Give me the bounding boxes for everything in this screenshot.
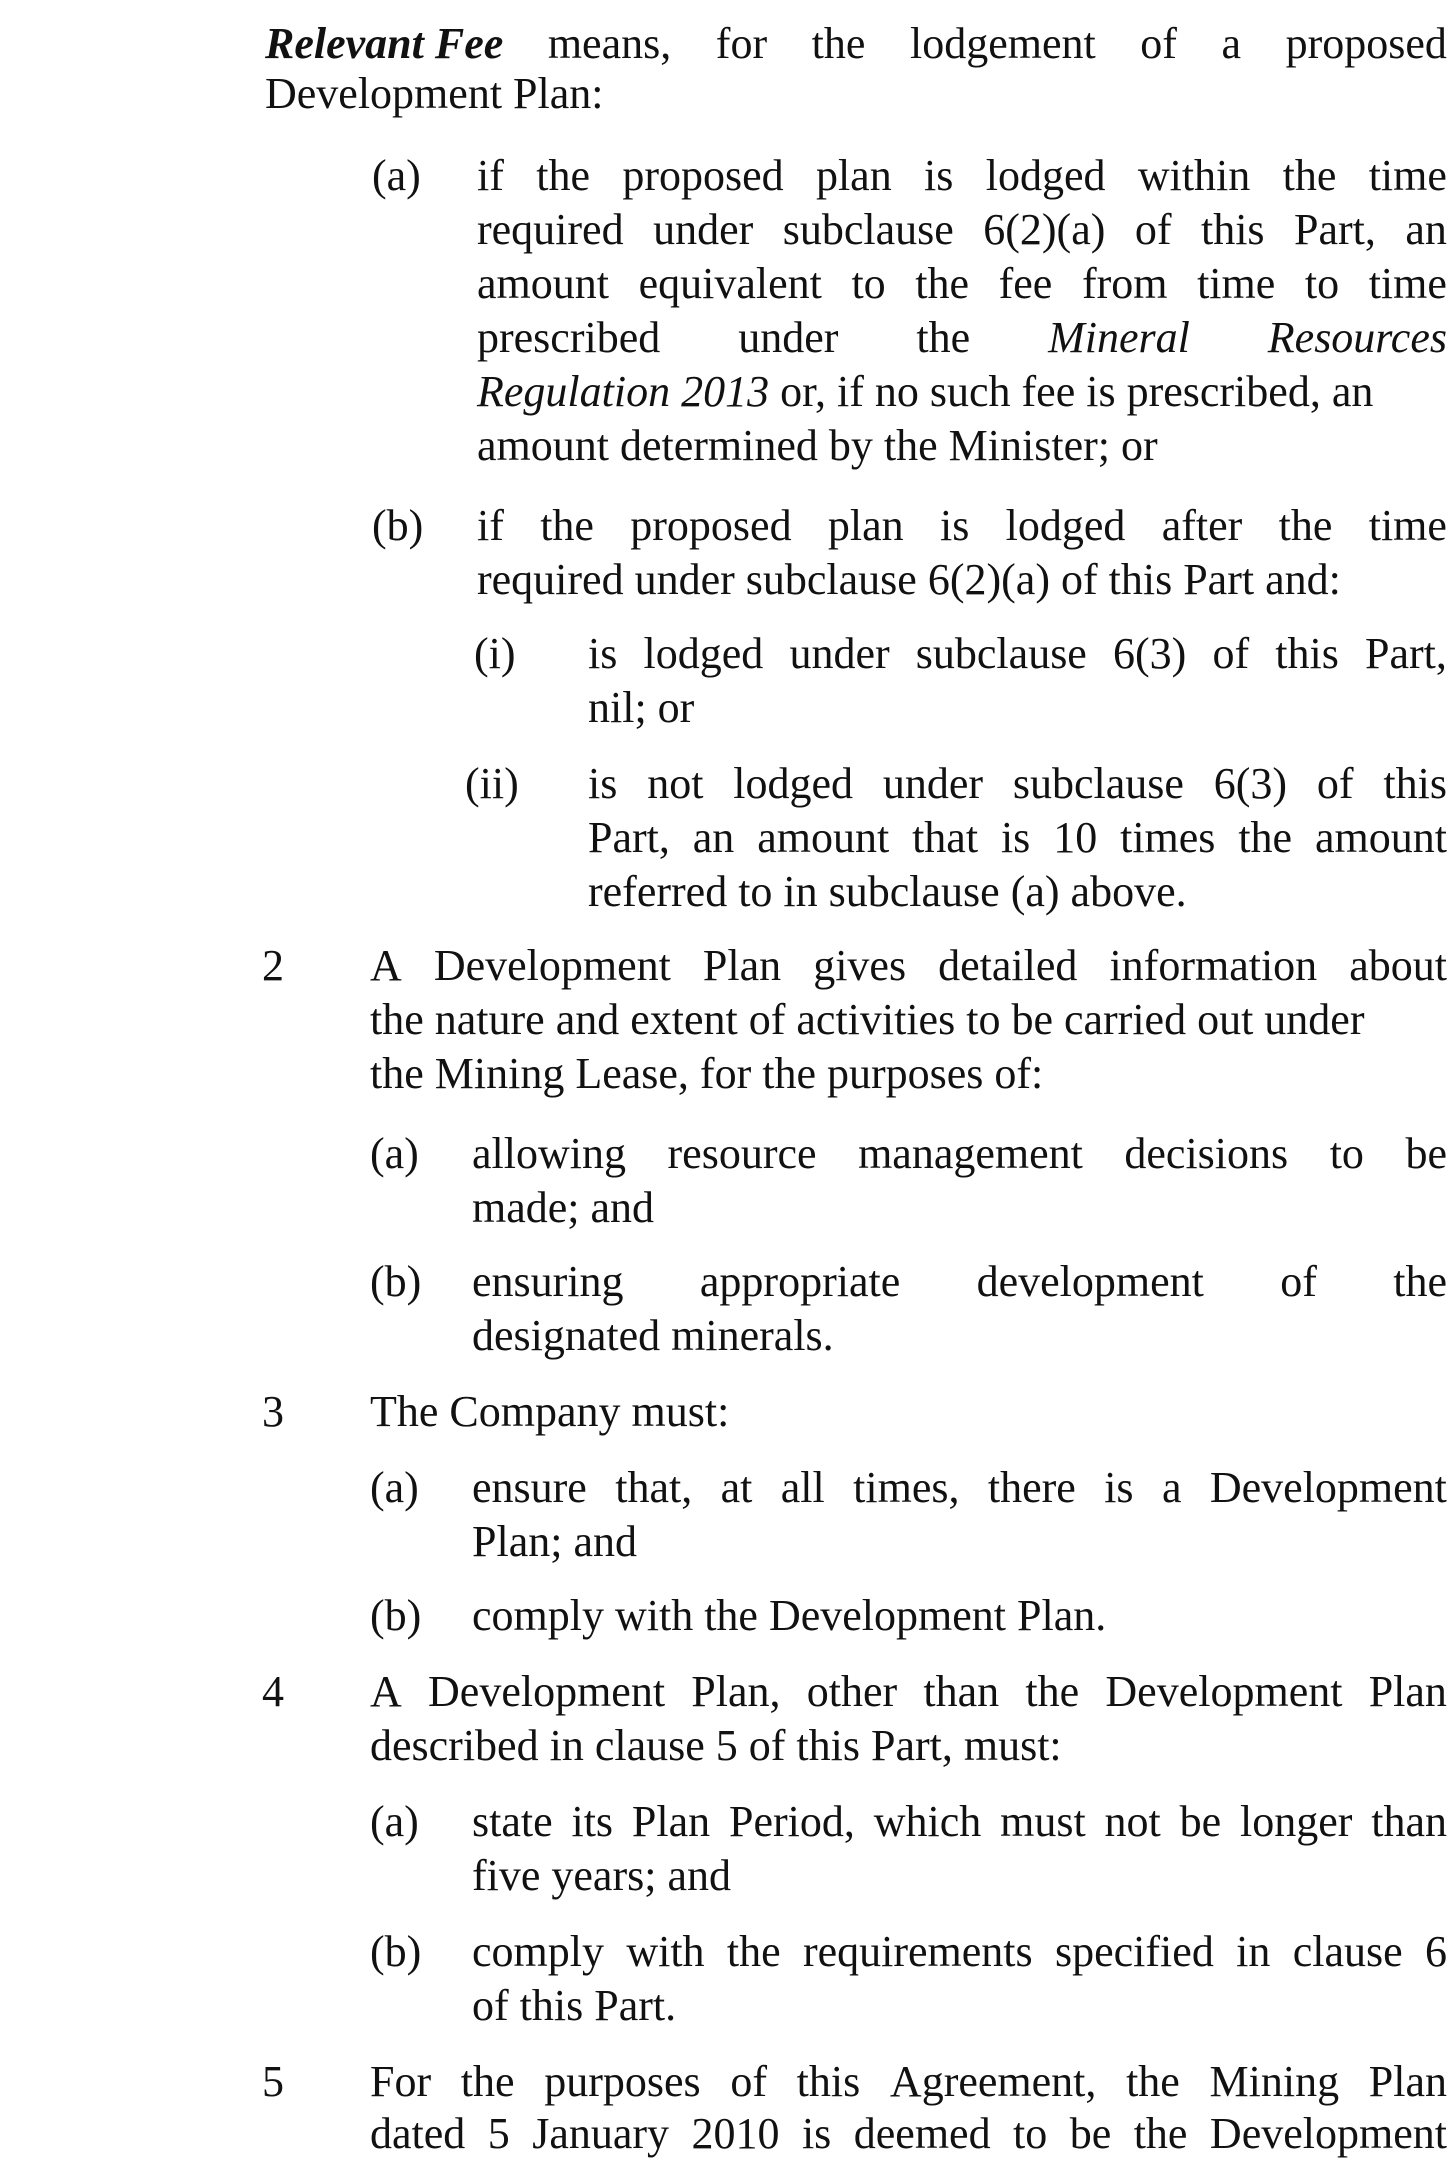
- word: A: [370, 1667, 402, 1716]
- word: means,: [547, 19, 672, 68]
- word: a: [1221, 19, 1242, 68]
- word: specified: [1055, 1927, 1214, 1976]
- word: resource: [667, 1129, 817, 1178]
- word: this: [1200, 205, 1265, 254]
- subitem-label-ii: (ii): [465, 759, 519, 808]
- definition-line-1: [265, 18, 1447, 70]
- word: be: [1069, 2109, 1112, 2158]
- word: a: [1161, 1463, 1182, 1512]
- subitem-ii-line-1: [588, 758, 1447, 810]
- word: For: [370, 2057, 432, 2106]
- word: of: [1280, 1257, 1317, 1306]
- word: Plan: [1368, 2057, 1447, 2106]
- word: information: [1109, 941, 1318, 990]
- word: to: [1013, 2109, 1048, 2158]
- word: time: [1368, 259, 1447, 308]
- word: lodged: [643, 629, 764, 678]
- word: decisions: [1124, 1129, 1289, 1178]
- clause-2-a-line-2: made; and: [472, 1183, 655, 1232]
- word: is: [1104, 1463, 1134, 1512]
- word: times,: [853, 1463, 960, 1512]
- clause-4-b-line-2: of this Part.: [472, 1981, 677, 2030]
- word: be: [1405, 1129, 1447, 1178]
- item-a-line-2: [477, 204, 1447, 256]
- word: that,: [615, 1463, 693, 1512]
- word: with: [626, 1927, 705, 1976]
- word: an: [692, 813, 735, 862]
- word: ensure: [472, 1463, 587, 1512]
- word: Plan: [1368, 1667, 1447, 1716]
- word: of: [1212, 629, 1250, 678]
- word: subclause: [782, 205, 954, 254]
- word: not: [647, 759, 704, 808]
- clause-4-line-1: [370, 1666, 1447, 1718]
- word: development: [976, 1257, 1204, 1306]
- clause-5-line-1: [370, 2056, 1447, 2108]
- word: of: [1134, 205, 1172, 254]
- item-a-line-6: amount determined by the Minister; or: [477, 421, 1158, 470]
- clause-4-a-line-2: five years; and: [472, 1851, 731, 1900]
- word: lodged: [1005, 501, 1126, 550]
- word: than: [923, 1667, 1000, 1716]
- word: to: [851, 259, 886, 308]
- word: its: [571, 1797, 614, 1846]
- word: the: [811, 19, 866, 68]
- word: management: [858, 1129, 1083, 1178]
- item-a-line-1: [477, 150, 1447, 202]
- clause-3-b-line-1: comply with the Development Plan.: [472, 1591, 1107, 1640]
- word: state: [472, 1797, 553, 1846]
- word: under: [882, 759, 984, 808]
- word: subclause: [915, 629, 1087, 678]
- word: Development: [433, 941, 671, 990]
- word: this: [796, 2057, 861, 2106]
- clause-4-line-2: described in clause 5 of this Part, must:: [370, 1721, 1062, 1770]
- word: under: [789, 629, 890, 678]
- word: Part,: [1365, 629, 1447, 678]
- word: is: [1000, 813, 1031, 862]
- clause-3-label-a: (a): [370, 1463, 419, 1512]
- clause-2-b-line-1: [472, 1256, 1447, 1308]
- word: Part,: [1294, 205, 1376, 254]
- word: to: [1304, 259, 1340, 308]
- word: times: [1120, 813, 1216, 862]
- word: plan: [827, 501, 904, 550]
- clause-4-a-line-1: [472, 1796, 1447, 1848]
- word: the: [915, 259, 970, 308]
- word: the: [540, 501, 594, 550]
- word: to: [1329, 1129, 1364, 1178]
- word: about: [1349, 941, 1447, 990]
- clause-2-number: 2: [262, 941, 284, 990]
- definition-line-2: Development Plan:: [265, 69, 604, 118]
- clause-2-line-3: the Mining Lease, for the purposes of:: [370, 1049, 1044, 1098]
- word: plan: [815, 151, 892, 200]
- word: lodged: [733, 759, 854, 808]
- word: proposed: [622, 151, 784, 200]
- word: other: [806, 1667, 898, 1716]
- word: purposes: [544, 2057, 701, 2106]
- word: within: [1137, 151, 1251, 200]
- word: the: [1025, 1667, 1080, 1716]
- word: is: [939, 501, 970, 550]
- item-label-b: (b): [372, 501, 424, 550]
- word: detailed: [938, 941, 1078, 990]
- word: from: [1081, 259, 1168, 308]
- word: ensuring: [472, 1257, 624, 1306]
- word: the: [1126, 2057, 1180, 2106]
- word: Development: [428, 1667, 666, 1716]
- word: be: [1179, 1797, 1222, 1846]
- word: equivalent: [638, 259, 822, 308]
- word: longer: [1239, 1797, 1353, 1846]
- subitem-ii-line-2: [588, 812, 1447, 864]
- word: for: [715, 19, 768, 68]
- clause-4-b-line-1: [472, 1926, 1447, 1978]
- word: proposed: [630, 501, 792, 550]
- word: Development: [1105, 1667, 1343, 1716]
- subitem-ii-line-3: referred to in subclause (a) above.: [588, 867, 1187, 916]
- word: is: [924, 151, 954, 200]
- word: gives: [813, 941, 907, 990]
- word: time: [1368, 151, 1447, 200]
- clause-3-a-line-1: [472, 1462, 1447, 1514]
- word: Development: [1209, 1463, 1447, 1512]
- clause-4-number: 4: [262, 1667, 284, 1716]
- word: amount: [757, 813, 890, 862]
- word: comply: [472, 1927, 604, 1976]
- word: Mining: [1209, 2057, 1340, 2106]
- clause-4-label-b: (b): [370, 1927, 422, 1976]
- word: this: [1275, 629, 1339, 678]
- word: clause: [1292, 1927, 1403, 1976]
- word: under: [653, 205, 754, 254]
- word: 6(2)(a): [983, 205, 1106, 254]
- word: dated: [370, 2109, 466, 2158]
- subitem-i-line-1: [588, 628, 1447, 680]
- item-b-line-1: [477, 500, 1447, 552]
- word: which: [873, 1797, 982, 1846]
- clause-3-line-1: The Company must:: [370, 1387, 730, 1436]
- word: fee: [998, 259, 1053, 308]
- word: that: [912, 813, 979, 862]
- word: Part,: [588, 813, 670, 862]
- word: there: [987, 1463, 1076, 1512]
- word: if: [477, 501, 504, 550]
- word: Plan: [702, 941, 782, 990]
- word: the: [1278, 501, 1333, 550]
- clause-2-label-b: (b): [370, 1257, 422, 1306]
- clause-2-b-line-2: designated minerals.: [472, 1311, 834, 1360]
- item-b-line-2: required under subclause 6(2)(a) of this Part and:: [477, 555, 1341, 604]
- word: time: [1197, 259, 1276, 308]
- word: 2010: [691, 2109, 780, 2158]
- word: after: [1161, 501, 1243, 550]
- item-a-line-5: Regulation 2013 or, if no such fee is prescribed, an: [477, 367, 1374, 416]
- word: lodged: [985, 151, 1106, 200]
- word: proposed: [1285, 19, 1447, 68]
- word: deemed: [853, 2109, 991, 2158]
- word: of: [1140, 19, 1177, 68]
- word: required: [477, 205, 624, 254]
- word: Plan,: [691, 1667, 781, 1716]
- word: the: [460, 2057, 515, 2106]
- word: not: [1104, 1797, 1161, 1846]
- word: A: [370, 941, 402, 990]
- word: amount: [477, 259, 609, 308]
- clause-2-label-a: (a): [370, 1129, 419, 1178]
- clause-5-line-2: [370, 2108, 1447, 2160]
- word: is: [588, 759, 618, 808]
- word: the: [1393, 1257, 1447, 1306]
- word: is: [801, 2109, 832, 2158]
- word: the: [726, 1927, 781, 1976]
- word: Agreement,: [889, 2057, 1097, 2106]
- word: this: [1383, 759, 1447, 808]
- subitem-i-line-2: nil; or: [588, 683, 695, 732]
- word: the: [1238, 813, 1293, 862]
- clause-4-label-a: (a): [370, 1797, 419, 1846]
- word: time: [1368, 501, 1447, 550]
- clause-3-a-line-2: Plan; and: [472, 1517, 637, 1566]
- word: all: [780, 1463, 825, 1512]
- word: if: [477, 151, 504, 200]
- word: an: [1405, 205, 1447, 254]
- item-a-line-3: [477, 258, 1447, 310]
- word: in: [1236, 1927, 1271, 1976]
- clause-5-number: 5: [262, 2057, 284, 2106]
- word: of: [730, 2057, 767, 2106]
- word: is: [588, 629, 618, 678]
- clause-2-line-2: the nature and extent of activities to be carried out under: [370, 995, 1365, 1044]
- word: requirements: [802, 1927, 1033, 1976]
- word: 6(3): [1113, 629, 1187, 678]
- word: Development: [1209, 2109, 1447, 2158]
- word: amount: [1314, 813, 1447, 862]
- word: 10: [1053, 813, 1098, 862]
- word: subclause: [1012, 759, 1184, 808]
- word: allowing: [472, 1129, 626, 1178]
- word: 5: [487, 2109, 510, 2158]
- word: the: [1282, 151, 1337, 200]
- word: the: [536, 151, 590, 200]
- item-label-a: (a): [372, 151, 421, 200]
- word: lodgement: [910, 19, 1096, 68]
- word: appropriate: [699, 1257, 901, 1306]
- word: must: [1000, 1797, 1086, 1846]
- clause-2-a-line-1: [472, 1128, 1447, 1180]
- word: 6: [1424, 1927, 1447, 1976]
- item-a-line-4: prescribed under the Mineral Resources: [477, 313, 1447, 362]
- word: at: [720, 1463, 753, 1512]
- word: than: [1371, 1797, 1447, 1846]
- word: Period,: [728, 1797, 855, 1846]
- word: 6(3): [1213, 759, 1288, 808]
- word: January: [532, 2109, 670, 2158]
- clause-3-number: 3: [262, 1387, 284, 1436]
- subitem-label-i: (i): [474, 629, 516, 678]
- word: Plan: [631, 1797, 711, 1846]
- word: the: [1133, 2109, 1188, 2158]
- clause-2-line-1: [370, 940, 1447, 992]
- defined-term: Relevant Fee: [265, 19, 504, 68]
- clause-3-label-b: (b): [370, 1591, 422, 1640]
- word: of: [1316, 759, 1354, 808]
